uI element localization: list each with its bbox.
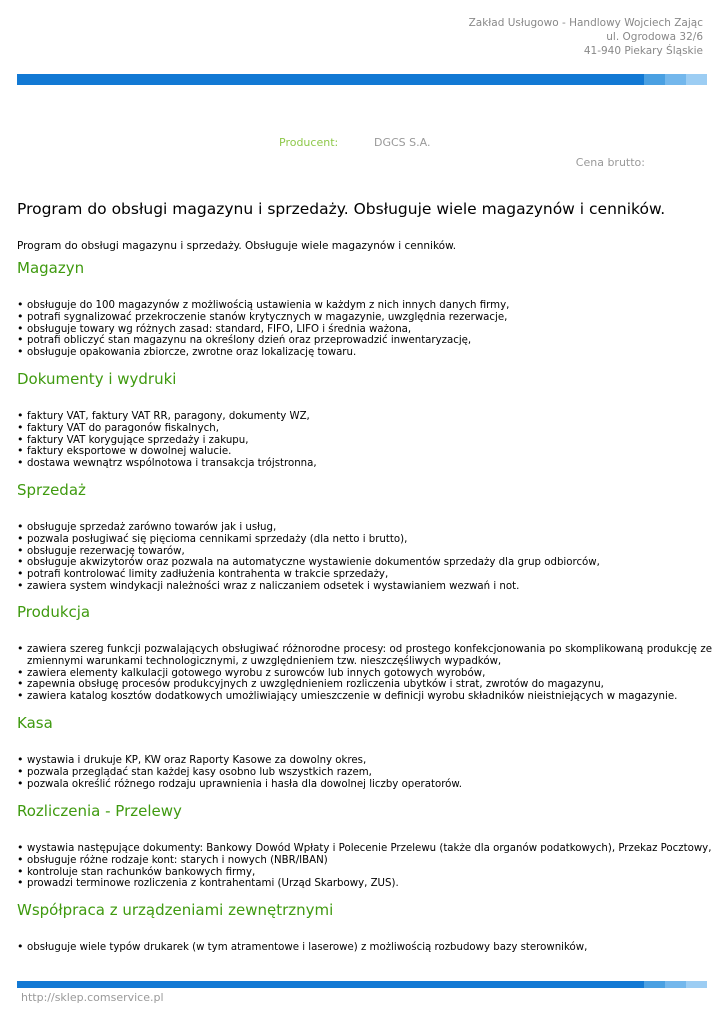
list-item: • prowadzi terminowe rozliczenia z kontrahentami (Urząd Skarbowy, ZUS).	[17, 878, 712, 890]
company-name: Zakład Usługowo - Handlowy Wojciech Zając	[468, 17, 703, 29]
company-city: 41-940 Piekary Śląskie	[583, 45, 703, 57]
section-heading: Rozliczenia - Przelewy	[17, 802, 182, 820]
section-dokumenty	[17, 369, 712, 470]
section-kasa	[17, 713, 712, 790]
list-item: • potrafi kontrolować limity zadłużenia kontrahenta w trakcie sprzedaży,	[17, 569, 712, 581]
section-produkcja	[17, 602, 712, 703]
list-item: • pozwala przeglądać stan każdej kasy osobno lub wszystkich razem,	[17, 767, 712, 779]
company-address	[469, 16, 703, 58]
list-item: • kontroluje stan rachunków bankowych firmy,	[17, 867, 712, 879]
section-sprzedaz	[17, 480, 712, 593]
list-item: • obsługuje rezerwację towarów,	[17, 546, 712, 558]
list-item: • obsługuje różne rodzaje kont: starych i nowych (NBR/IBAN)	[17, 855, 712, 867]
producer-label: Producent:	[279, 136, 339, 149]
product-title: Program do obsługi magazynu i sprzedaży. Obsługuje wiele magazynów i cenników.	[17, 200, 666, 218]
list-item: • obsługuje do 100 magazynów z możliwością ustawienia w każdym z nich innych danych firmy,	[17, 300, 712, 312]
header-bar	[17, 74, 707, 85]
list-item: • obsługuje opakowania zbiorcze, zwrotne oraz lokalizację towaru.	[17, 347, 712, 359]
feature-list	[17, 644, 712, 703]
list-item: • potrafi obliczyć stan magazynu na określony dzień oraz przeprowadzić inwentaryzację,	[17, 335, 712, 347]
feature-list	[17, 843, 712, 890]
section-heading: Współpraca z urządzeniami zewnętrznymi	[17, 901, 334, 919]
section-heading: Magazyn	[17, 259, 85, 277]
list-item: • faktury VAT do paragonów fiskalnych,	[17, 423, 712, 435]
list-item: • pozwala określić różnego rodzaju uprawnienia i hasła dla dowolnej liczby operatorów.	[17, 779, 712, 791]
list-item: • dostawa wewnątrz wspólnotowa i transakcja trójstronna,	[17, 458, 712, 470]
footer-bar	[17, 981, 707, 988]
section-heading: Produkcja	[17, 603, 91, 621]
list-item: • potrafi sygnalizować przekroczenie stanów krytycznych w magazynie, uwzględnia rezerwacje,	[17, 312, 712, 324]
feature-list	[17, 411, 712, 470]
list-item: • obsługuje towary wg różnych zasad: standard, FIFO, LIFO i średnia ważona,	[17, 324, 712, 336]
list-item: • faktury VAT, faktury VAT RR, paragony, dokumenty WZ,	[17, 411, 712, 423]
feature-list	[17, 300, 712, 359]
list-item: • wystawia następujące dokumenty: Bankowy Dowód Wpłaty i Polecenie Przelewu (także dla organów podatkowych), Przekaz Pocztowy,	[17, 843, 712, 855]
product-intro: Program do obsługi magazynu i sprzedaży. Obsługuje wiele magazynów i cenników.	[17, 240, 457, 252]
footer-url: http://sklep.comservice.pl	[21, 991, 164, 1004]
list-item: • zawiera elementy kalkulacji gotowego wyrobu z surowców lub innych gotowych wyrobów,	[17, 668, 712, 680]
feature-list	[17, 755, 712, 790]
feature-list	[17, 942, 712, 954]
section-heading: Sprzedaż	[17, 481, 86, 499]
section-magazyn	[17, 258, 712, 359]
list-item: • zapewnia obsługę procesów produkcyjnych z uwzględnieniem rozliczenia ubytków i strat, zwrotów do magazynu,	[17, 679, 712, 691]
section-heading: Dokumenty i wydruki	[17, 370, 177, 388]
list-item: • faktury eksportowe w dowolnej walucie.	[17, 446, 712, 458]
price-label: Cena brutto:	[575, 156, 645, 169]
section-rozliczenia	[17, 801, 712, 890]
list-item: • obsługuje wiele typów drukarek (w tym atramentowe i laserowe) z możliwością rozbudowy bazy sterowników,	[17, 942, 712, 954]
list-item: • obsługuje sprzedaż zarówno towarów jak i usług,	[17, 522, 712, 534]
company-street: ul. Ogrodowa 32/6	[606, 31, 703, 43]
producer-value: DGCS S.A.	[374, 136, 431, 149]
list-item: • pozwala posługiwać się pięcioma cennikami sprzedaży (dla netto i brutto),	[17, 534, 712, 546]
feature-list	[17, 522, 712, 593]
list-item: • wystawia i drukuje KP, KW oraz Raporty Kasowe za dowolny okres,	[17, 755, 712, 767]
list-item: • zawiera szereg funkcji pozwalających obsługiwać różnorodne procesy: od prostego konfekcjonowania po skomplikowaną produkcję ze zmiennymi warunkami technologicznymi, z uwzględnieniem tzw. nieszczęśliwych wypadków,	[17, 644, 712, 668]
list-item: • zawiera system windykacji należności wraz z naliczaniem odsetek i wystawianiem wezwań i not.	[17, 581, 712, 593]
section-wspolpraca	[17, 900, 712, 954]
list-item: • obsługuje akwizytorów oraz pozwala na automatyczne wystawienie dokumentów sprzedaży dla grup odbiorców,	[17, 557, 712, 569]
list-item: • faktury VAT korygujące sprzedaży i zakupu,	[17, 435, 712, 447]
list-item: • zawiera katalog kosztów dodatkowych umożliwiający umieszczenie w definicji wyrobu składników nieistniejących w magazynie.	[17, 691, 712, 703]
section-heading: Kasa	[17, 714, 53, 732]
